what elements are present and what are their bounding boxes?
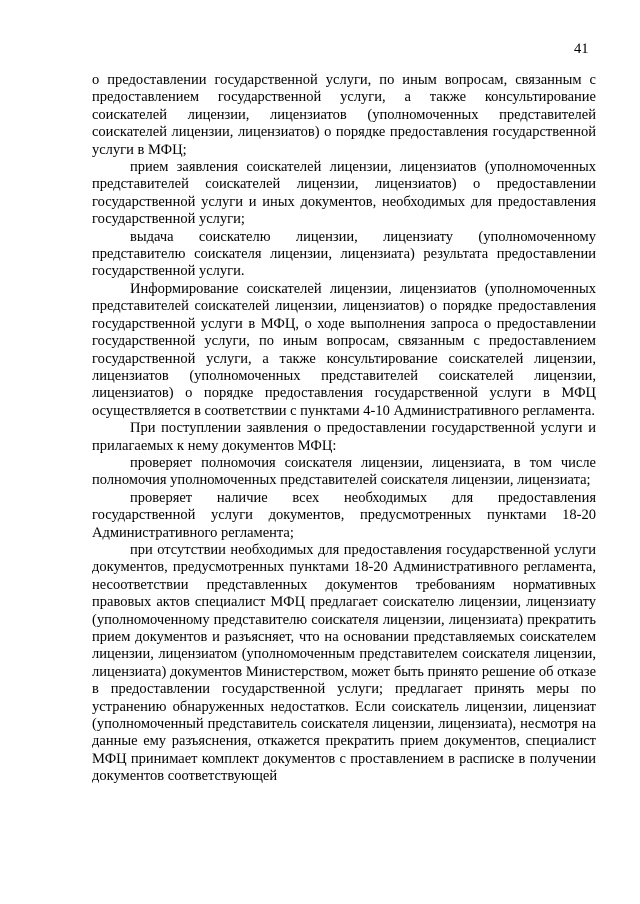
- paragraph-4: Информирование соискателей лицензии, лицензиатов (уполномоченных представителей соискателей лицензии, лицензиатов) о порядке предоставления государственной услуги в МФЦ, о ходе выполнения запроса о предоставлении государственной услуги, по иным вопросам, связанным с предоставлением государственной услуги, а также консультирование соискателей лицензии, лицензиатов (уполномоченных представителей соискателей лицензии, лицензиатов) о порядке предоставления государственной услуги в МФЦ осуществляется в соответствии с пунктами 4-10 Административного регламента.: [92, 280, 596, 419]
- paragraph-5: При поступлении заявления о предоставлении государственной услуги и прилагаемых к нему документов МФЦ:: [92, 420, 596, 454]
- document-body: [92, 72, 596, 786]
- paragraph-7: проверяет наличие всех необходимых для предоставления государственной услуги документов, предусмотренных пунктами 18-20 Административного регламента;: [92, 489, 596, 541]
- page-number: 41: [574, 41, 589, 57]
- paragraph-8: при отсутствии необходимых для предоставления государственной услуги документов, предусмотренных пунктами 18-20 Административного регламента, несоответствии представленных документов требованиям нормативных правовых актов специалист МФЦ предлагает соискателю лицензии, лицензиату (уполномоченному представителю соискателя лицензии, лицензиата) прекратить прием документов и разъясняет, что на основании представляемых соискателем лицензии, лицензиатом (уполномоченным представителем соискателя лицензии, лицензиата) документов Министерством, может быть принято решение об отказе в предоставлении государственной услуги; предлагает принять меры по устранению обнаруженных недостатков. Если соискатель лицензии, лицензиат (уполномоченный представитель соискателя лицензии, лицензиата), несмотря на данные ему разъяснения, откажется прекратить прием документов, специалист МФЦ принимает комплект документов с проставлением в расписке в получении документов соответствующей: [92, 541, 596, 785]
- paragraph-3: выдача соискателю лицензии, лицензиату (уполномоченному представителю соискателя лицензии, лицензиата) результата предоставлении государственной услуги.: [92, 228, 596, 280]
- paragraph-6: проверяет полномочия соискателя лицензии, лицензиата, в том числе полномочия уполномоченных представителей соискателя лицензии, лицензиата;: [92, 454, 596, 489]
- paragraph-1: о предоставлении государственной услуги, по иным вопросам, связанным с предоставлением государственной услуги, а также консультирование соискателей лицензии, лицензиатов (уполномоченных представителей соискателей лицензии, лицензиатов) о порядке предоставления государственной услуги в МФЦ;: [92, 72, 596, 158]
- paragraph-2: прием заявления соискателей лицензии, лицензиатов (уполномоченных представителей соискателей лицензии, лицензиатов) о предоставлении государственной услуги и иных документов, необходимых для предоставления государственной услуги;: [92, 159, 596, 228]
